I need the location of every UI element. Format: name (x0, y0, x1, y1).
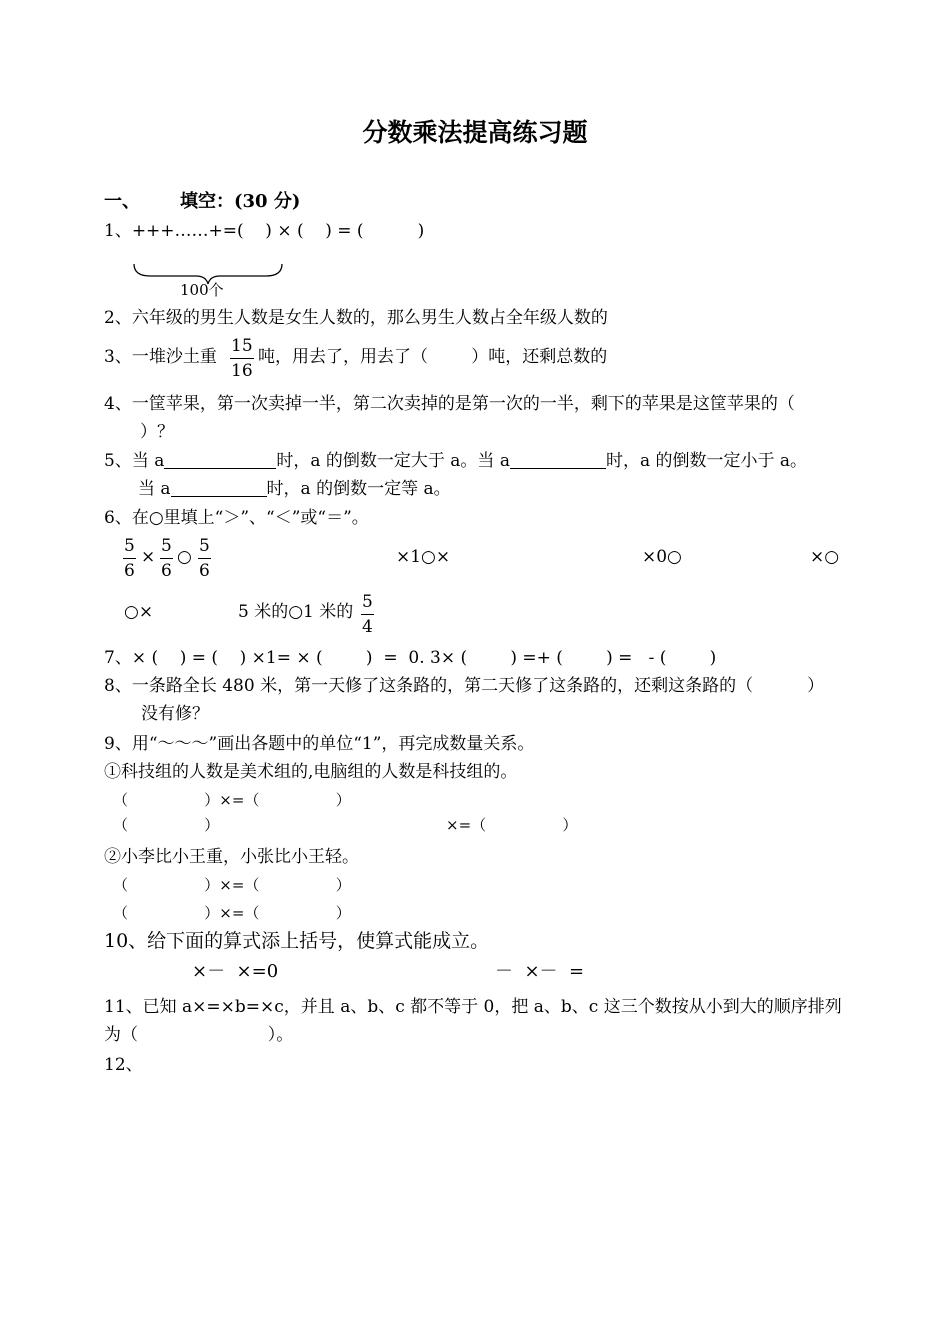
answer-row-3: （ ）×=（ ） (113, 876, 351, 894)
question-4-line1: 4、一筐苹果，第一次卖掉一半，第二次卖掉的是第一次的一半，剩下的苹果是这筐苹果的（ (104, 394, 795, 414)
q5-part-b: 时，a 的倒数一定大于 a。当 a (276, 451, 510, 471)
equation-2: － ×－ = (495, 961, 585, 982)
fraction-bar (361, 614, 374, 615)
question-11-line2: 为（ ）。 (104, 1025, 294, 1045)
question-5-line2 (138, 478, 451, 500)
question-4-line2: ）？ (140, 422, 174, 442)
question-9-sub1: ①科技组的人数是美术组的,电脑组的人数是科技组的。 (104, 762, 518, 782)
compare-circle[interactable]: ○ (177, 547, 192, 567)
question-11-line1: 11、已知 a×=×b=×c，并且 a、b、c 都不等于 0，把 a、b、c 这三个数按从小到大的顺序排列 (104, 997, 842, 1017)
question-3-pre: 3、一堆沙土重 (104, 347, 217, 367)
fraction-numerator: 15 (231, 336, 253, 356)
answer-row-4: （ ）×=（ ） (113, 904, 351, 922)
fraction-5-4 (361, 591, 374, 638)
compare-item-5: ○× (124, 602, 154, 622)
fraction-denominator: 6 (161, 561, 172, 581)
question-10: 10、给下面的算式添上括号，使算式能成立。 (104, 930, 490, 952)
question-8-line2: 没有修？ (141, 704, 209, 724)
q5-part-e: 时，a 的倒数一定等 a。 (266, 479, 451, 499)
fraction-denominator: 6 (124, 561, 135, 581)
question-2: 2、六年级的男生人数是女生人数的，那么男生人数占全年级人数的 (104, 308, 608, 328)
fraction-numerator: 5 (161, 536, 172, 556)
page-title: 分数乘法提高练习题 (362, 118, 588, 147)
q5-part-a: 5、当 a (104, 451, 165, 471)
section-heading: 填空：(30 分) (180, 191, 301, 212)
fraction-denominator: 16 (231, 361, 253, 381)
answer-blank[interactable] (171, 478, 267, 497)
question-5-line1 (104, 450, 807, 472)
times-sign: × (141, 547, 156, 567)
answer-row-2b: ×=（ ） (446, 816, 578, 834)
fraction-numerator: 5 (124, 536, 135, 556)
question-7: 7、× ( ) = ( ) ×1= × ( ) = 0. 3× ( ) =+ ( ) = - ( ) (104, 648, 717, 668)
fraction-bar (230, 358, 254, 359)
question-1: 1、+++……+=( ) × ( ) = ( ) (104, 221, 425, 241)
question-9-sub2: ②小李比小王重，小张比小王轻。 (104, 847, 359, 867)
question-6: 6、在○里填上“＞”、“＜”或“＝”。 (104, 508, 369, 528)
section-number: 一、 (104, 191, 140, 212)
question-3-post: 吨，用去了，用去了（ ）吨，还剩总数的 (258, 347, 608, 367)
answer-blank[interactable] (164, 450, 276, 469)
q5-part-d: 当 a (138, 479, 171, 499)
fraction-5-6 (160, 535, 173, 582)
fraction-bar (198, 558, 211, 559)
answer-blank[interactable] (510, 450, 606, 469)
fraction-bar (160, 558, 173, 559)
answer-row-2a: （ ） (113, 816, 220, 834)
fraction-denominator: 4 (362, 617, 373, 637)
compare-item-2: ×1○× (396, 547, 451, 567)
question-9: 9、用“～～～”画出各题中的单位“1”，再完成数量关系。 (104, 734, 535, 754)
compare-item-4: ×○ (810, 547, 840, 567)
fraction-15-16 (230, 335, 254, 382)
fraction-numerator: 5 (199, 536, 210, 556)
fraction-bar (123, 558, 136, 559)
fraction-denominator: 6 (199, 561, 210, 581)
question-12: 12、 (104, 1055, 143, 1075)
question-8-line1: 8、一条路全长 480 米，第一天修了这条路的，第二天修了这条路的，还剩这条路的（ ） (104, 676, 825, 696)
equation-1: ×－ ×=0 (192, 961, 279, 982)
answer-row-1: （ ）×=（ ） (113, 791, 351, 809)
compare-item-6: 5 米的○1 米的 (238, 602, 354, 622)
fraction-5-6 (198, 535, 211, 582)
compare-item-3: ×0○ (642, 547, 682, 567)
fraction-5-6 (123, 535, 136, 582)
q5-part-c: 时，a 的倒数一定小于 a。 (605, 451, 808, 471)
brace-label: 100个 (180, 281, 224, 299)
fraction-numerator: 5 (362, 592, 373, 612)
